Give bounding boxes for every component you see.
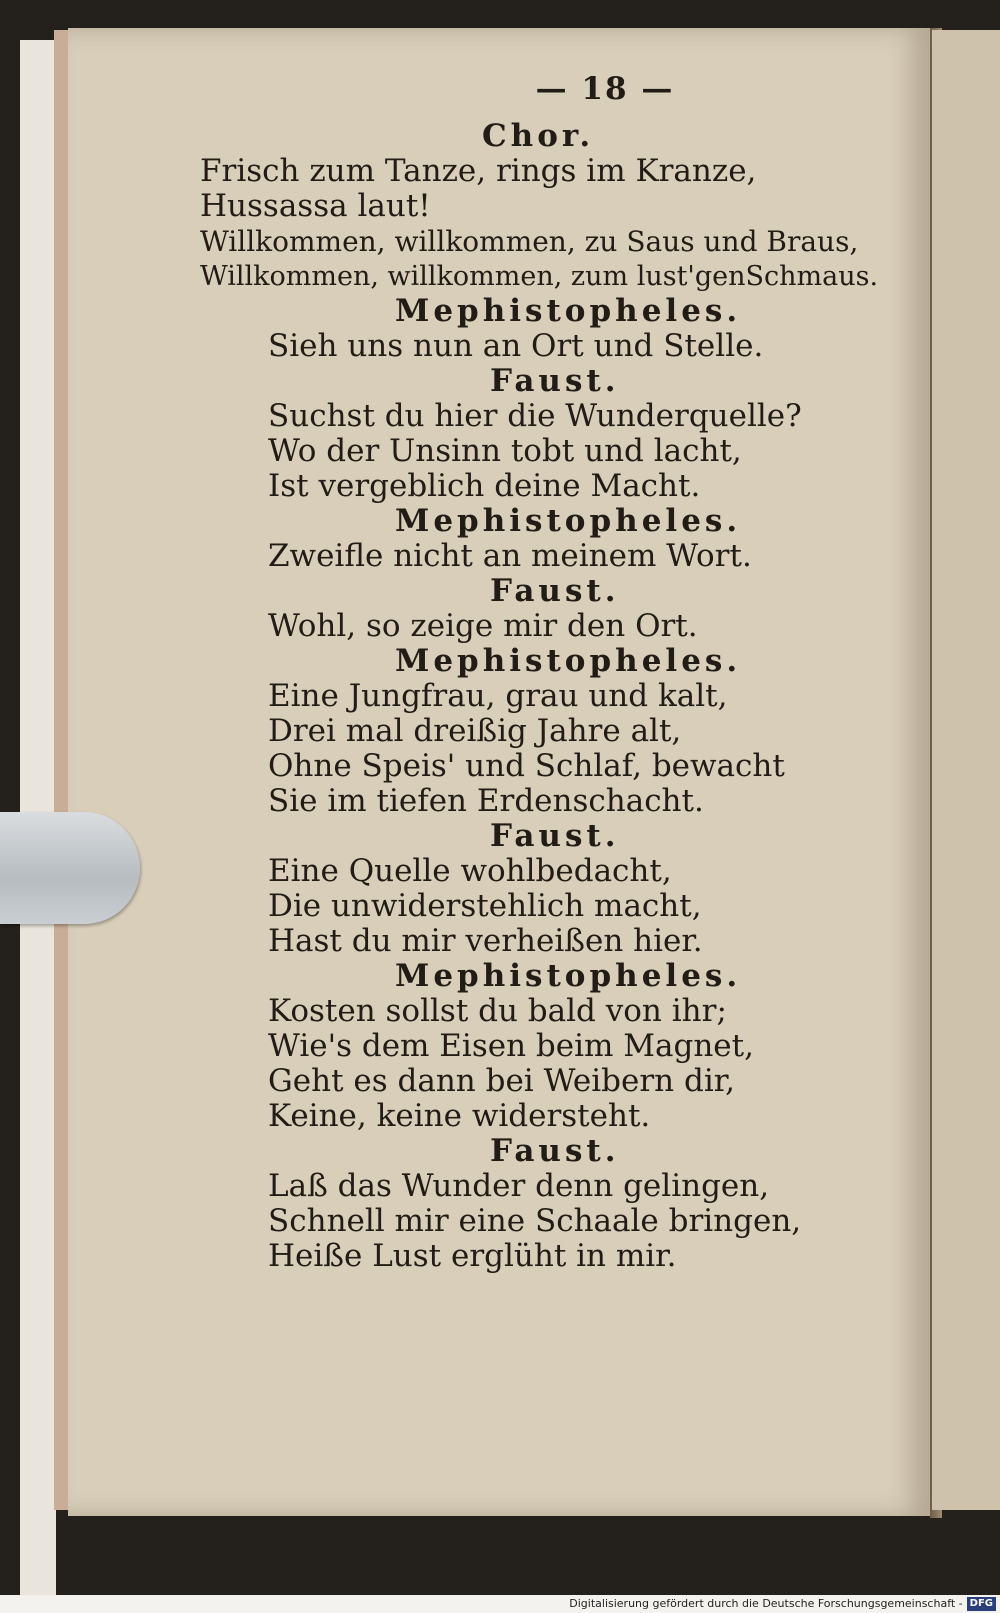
verse-line: Sie im tiefen Erdenschacht. (268, 783, 704, 819)
verse-line: Hast du mir verheißen hier. (268, 923, 703, 959)
verse-line: Willkommen, willkommen, zu Saus und Braus, (200, 225, 859, 258)
verse-line: Ohne Speis' und Schlaf, bewacht (268, 748, 785, 784)
verse-line: Ist vergeblich deine Macht. (268, 468, 701, 504)
speaker-line: Chor. (482, 118, 595, 154)
speaker-line: Mephistopheles. (395, 503, 742, 539)
verse-line: Drei mal dreißig Jahre alt, (268, 713, 682, 749)
page-holder-clip (0, 812, 140, 924)
speaker-line: Faust. (490, 818, 620, 854)
verse-line: Heiße Lust erglüht in mir. (268, 1238, 677, 1274)
page-text (200, 72, 900, 1274)
verse-line: Laß das Wunder denn gelingen, (268, 1168, 770, 1204)
verse-line: Frisch zum Tanze, rings im Kranze, (200, 153, 757, 189)
facing-page-edge (932, 30, 1000, 1510)
verse-line: Wohl, so zeige mir den Ort. (268, 608, 698, 644)
verse-line: Willkommen, willkommen, zum lust'genSchmaus. (200, 261, 879, 292)
speaker-line: Faust. (490, 573, 620, 609)
dfg-logo: DFG (967, 1597, 996, 1611)
verse-line: Suchst du hier die Wunderquelle? (268, 398, 802, 434)
verse-line: Hussassa laut! (200, 188, 431, 224)
verse-line: Schnell mir eine Schaale bringen, (268, 1203, 802, 1239)
credit-text: Digitalisierung gefördert durch die Deutsche Forschungsgemeinschaft - (569, 1597, 963, 1610)
verse-line: Eine Jungfrau, grau und kalt, (268, 678, 728, 714)
verse-line: Sieh uns nun an Ort und Stelle. (268, 328, 764, 364)
verse-line: Keine, keine widersteht. (268, 1098, 651, 1134)
verse-line: Geht es dann bei Weibern dir, (268, 1063, 736, 1099)
speaker-line: Mephistopheles. (395, 293, 742, 329)
digitization-credit (559, 1595, 1000, 1613)
verse-line: Wo der Unsinn tobt und lacht, (268, 433, 742, 469)
page-number: — 18 — (535, 71, 675, 107)
speaker-line: Faust. (490, 363, 620, 399)
verse-line: Wie's dem Eisen beim Magnet, (268, 1028, 754, 1064)
speaker-line: Mephistopheles. (395, 958, 742, 994)
verse-line: Zweifle nicht an meinem Wort. (268, 538, 752, 574)
speaker-line: Mephistopheles. (395, 643, 742, 679)
verse-line: Eine Quelle wohlbedacht, (268, 853, 672, 889)
speaker-line: Faust. (490, 1133, 620, 1169)
verse-line: Die unwiderstehlich macht, (268, 888, 702, 924)
verse-line: Kosten sollst du bald von ihr; (268, 993, 727, 1029)
